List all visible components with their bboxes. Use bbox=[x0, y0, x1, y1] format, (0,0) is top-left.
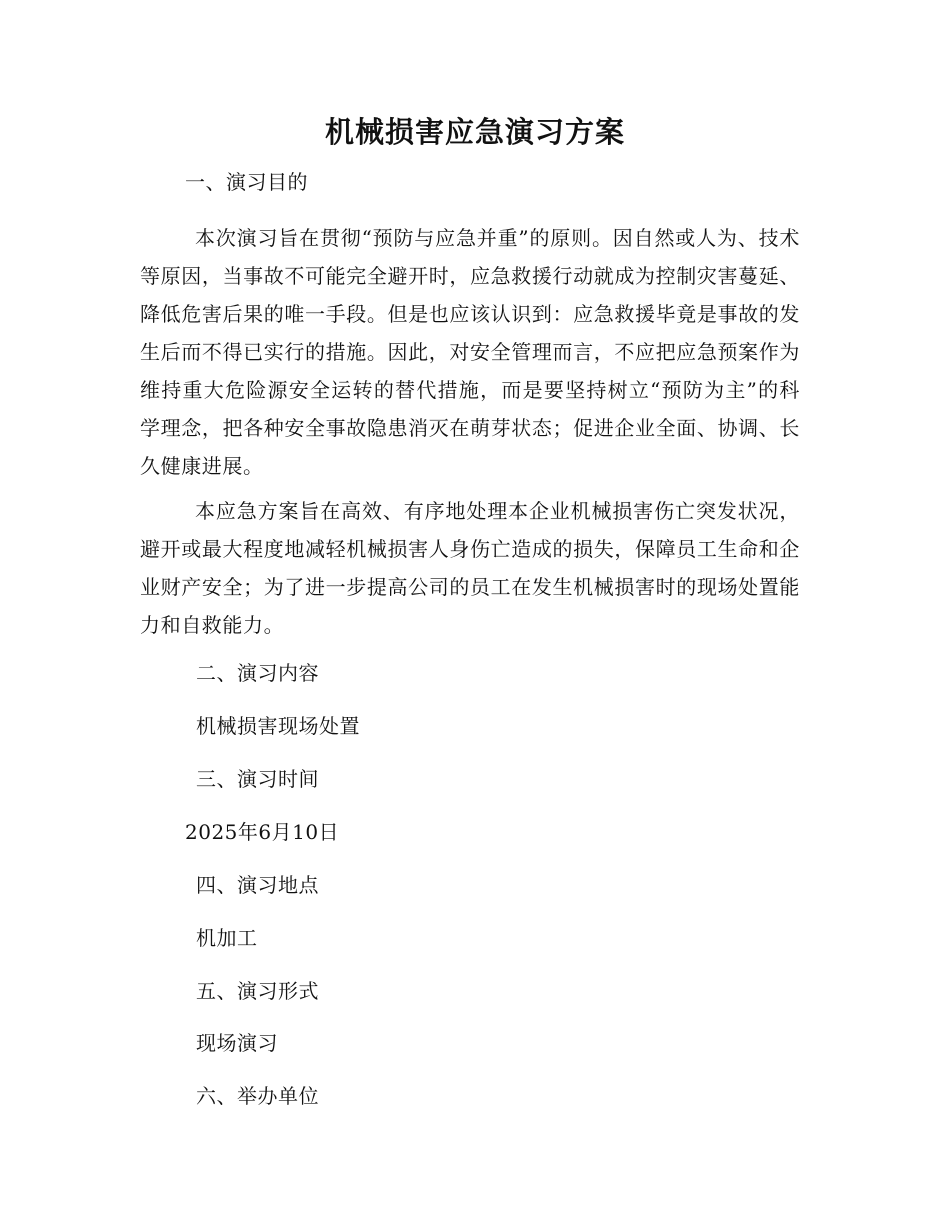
section-heading-1: 一、演习目的 bbox=[185, 170, 308, 194]
section-heading-4: 四、演习地点 bbox=[196, 873, 319, 897]
paragraph-objective: 本应急方案旨在高效、有序地处理本企业机械损害伤亡突发状况，避开或最大程度地减轻机械损害人身伤亡造成的损失，保障员工生命和企业财产安全；为了进一步提高公司的员工在发生机械损害时的现场处置能力和自救能力。 bbox=[140, 499, 800, 637]
section-heading-3: 三、演习时间 bbox=[196, 767, 319, 791]
section-content-2: 机械损害现场处置 bbox=[196, 714, 360, 738]
section-content-4: 机加工 bbox=[196, 926, 258, 950]
document-title: 机械损害应急演习方案 bbox=[324, 115, 625, 149]
section-content-3: 2025年6月10日 bbox=[185, 820, 340, 844]
section-heading-2: 二、演习内容 bbox=[196, 661, 319, 685]
section-heading-6: 六、举办单位 bbox=[196, 1084, 319, 1108]
section-heading-5: 五、演习形式 bbox=[196, 979, 319, 1003]
section-content-5: 现场演习 bbox=[196, 1031, 278, 1055]
paragraph-purpose: 本次演习旨在贯彻“预防与应急并重”的原则。因自然或人为、技术等原因，当事故不可能完全避开时，应急救援行动就成为控制灾害蔓延、降低危害后果的唯一手段。但是也应该认识到：应急救援毕竟是事故的发生后而不得已实行的措施。因此，对安全管理而言，不应把应急预案作为维持重大危险源安全运转的替代措施，而是要坚持树立“预防为主”的科学理念，把各种安全事故隐患消灭在萌芽状态；促进企业全面、协调、长久健康进展。 bbox=[140, 226, 800, 478]
